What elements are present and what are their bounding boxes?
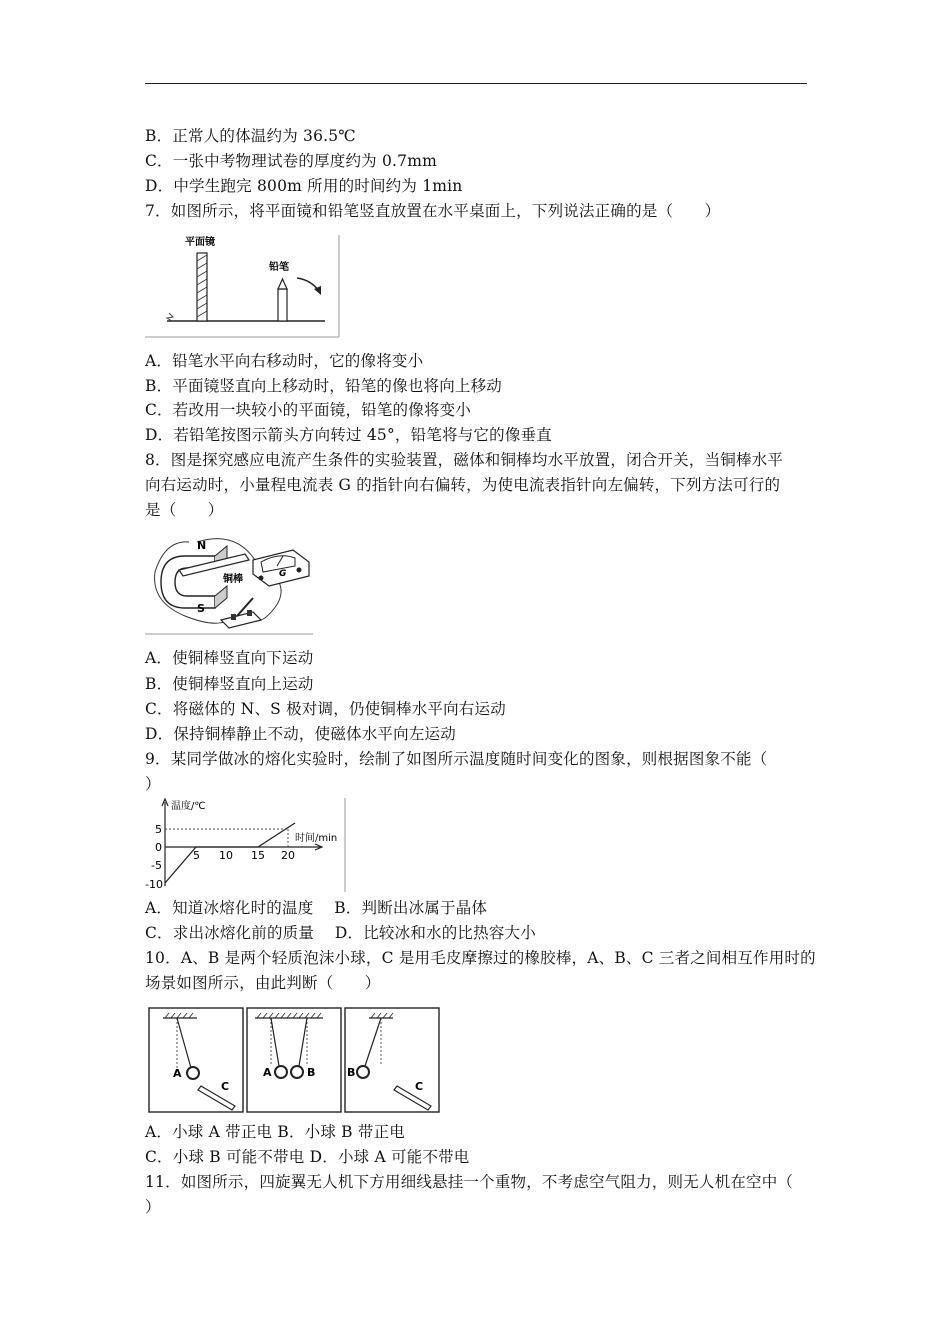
q9-stem-line-1: 9．某同学做冰的熔化实验时，绘制了如图所示温度随时间变化的图象，则根据图象不能（ (145, 750, 768, 768)
q6-option-d[interactable]: D．中学生跑完 800m 所用的时间约为 1min (145, 177, 463, 195)
x-tick-5: 5 (193, 849, 200, 862)
y-axis-label: 温度/℃ (171, 801, 206, 812)
pencil (278, 289, 287, 321)
y-tick-0: 0 (155, 841, 162, 854)
panel2-ball-a-label: A (263, 1066, 272, 1079)
q8-stem-line-1: 8．图是探究感应电流产生条件的实验装置，磁体和铜棒均水平放置，闭合开关，当铜棒水平 (145, 451, 784, 469)
x-tick-20: 20 (281, 849, 295, 862)
q7-option-c[interactable]: C．若改用一块较小的平面镜，铅笔的像将变小 (145, 401, 472, 419)
q7-mirror-pencil-figure (145, 233, 341, 339)
panel1-ball-a-label: A (173, 1067, 182, 1080)
panel1-rod-c-label: C (221, 1080, 230, 1093)
q8-option-d[interactable]: D．保持铜棒静止不动，使磁体水平向左运动 (145, 725, 456, 743)
q9-temperature-graph (145, 796, 349, 894)
rod-label: 铜棒 (223, 574, 243, 585)
mirror-label: 平面镜 (185, 237, 215, 248)
panel-a-and-b (247, 1008, 341, 1112)
x-tick-15: 15 (251, 849, 265, 862)
q10-stem-line-1: 10．A、B 是两个轻质泡沫小球，C 是用毛皮摩擦过的橡胶棒，A、B、C 三者之间相互作用时的 (145, 949, 816, 967)
q9-stem-line-2: ） (145, 775, 161, 793)
q6-option-b[interactable]: B．正常人的体温约为 36.5℃ (145, 127, 356, 145)
header-rule (145, 83, 807, 84)
q11-stem-line-1: 11．如图所示，四旋翼无人机下方用细线悬挂一个重物，不考虑空气阻力，则无人机在空中（ (145, 1173, 794, 1191)
q7-stem: 7．如图所示，将平面镜和铅笔竖直放置在水平桌面上，下列说法正确的是（ ） (145, 202, 721, 220)
x-tick-10: 10 (219, 849, 233, 862)
q10-charge-interaction-figure (147, 1006, 443, 1114)
panel-a-and-c (149, 1008, 243, 1112)
panel2-ball-b-label: B (307, 1066, 316, 1079)
panel-b-and-c (345, 1008, 439, 1112)
panel3-ball-b-label: B (347, 1066, 356, 1079)
q8-stem-line-2: 向右运动时，小量程电流表 G 的指针向右偏转，为使电流表指针向左偏转，下列方法可行的 (145, 476, 781, 494)
q8-option-c[interactable]: C．将磁体的 N、S 极对调，仍使铜棒水平向右运动 (145, 700, 506, 718)
q6-option-c[interactable]: C．一张中考物理试卷的厚度约为 0.7mm (145, 152, 438, 170)
panel3-rod-c-label: C (415, 1080, 424, 1093)
y-tick-minus-10: -10 (145, 878, 163, 891)
q7-option-d[interactable]: D．若铅笔按图示箭头方向转过 45°，铅笔将与它的像垂直 (145, 426, 552, 444)
q8-induction-figure (145, 532, 315, 636)
pencil-label: 铅笔 (269, 262, 289, 273)
y-tick-5: 5 (155, 823, 162, 836)
x-axis-label: 时间/min (295, 833, 338, 844)
q8-stem-line-3: 是（ ） (145, 501, 224, 519)
galvanometer-label: G (279, 569, 287, 579)
y-tick-minus-5: -5 (151, 859, 162, 872)
q10-options-ab[interactable]: A．小球 A 带正电 B．小球 B 带正电 (145, 1123, 406, 1141)
q10-options-cd[interactable]: C．小球 B 可能不带电 D．小球 A 可能不带电 (145, 1148, 470, 1166)
q8-option-b[interactable]: B．使铜棒竖直向上运动 (145, 675, 314, 693)
plane-mirror (197, 253, 207, 321)
q11-stem-line-2: ） (145, 1198, 161, 1216)
q9-options-cd[interactable]: C．求出冰熔化前的质量 D．比较冰和水的比热容大小 (145, 924, 536, 942)
magnet-north-label: N (197, 539, 207, 552)
q10-stem-line-2: 场景如图所示，由此判断（ ） (145, 974, 381, 992)
q7-option-a[interactable]: A．铅笔水平向右移动时，它的像将变小 (145, 352, 424, 370)
q7-option-b[interactable]: B．平面镜竖直向上移动时，铅笔的像也将向上移动 (145, 377, 502, 395)
switch (221, 612, 261, 628)
magnet-south-label: S (197, 602, 205, 615)
q9-options-ab[interactable]: A．知道冰熔化时的温度 B．判断出冰属于晶体 (145, 899, 488, 917)
q8-option-a[interactable]: A．使铜棒竖直向下运动 (145, 649, 314, 667)
